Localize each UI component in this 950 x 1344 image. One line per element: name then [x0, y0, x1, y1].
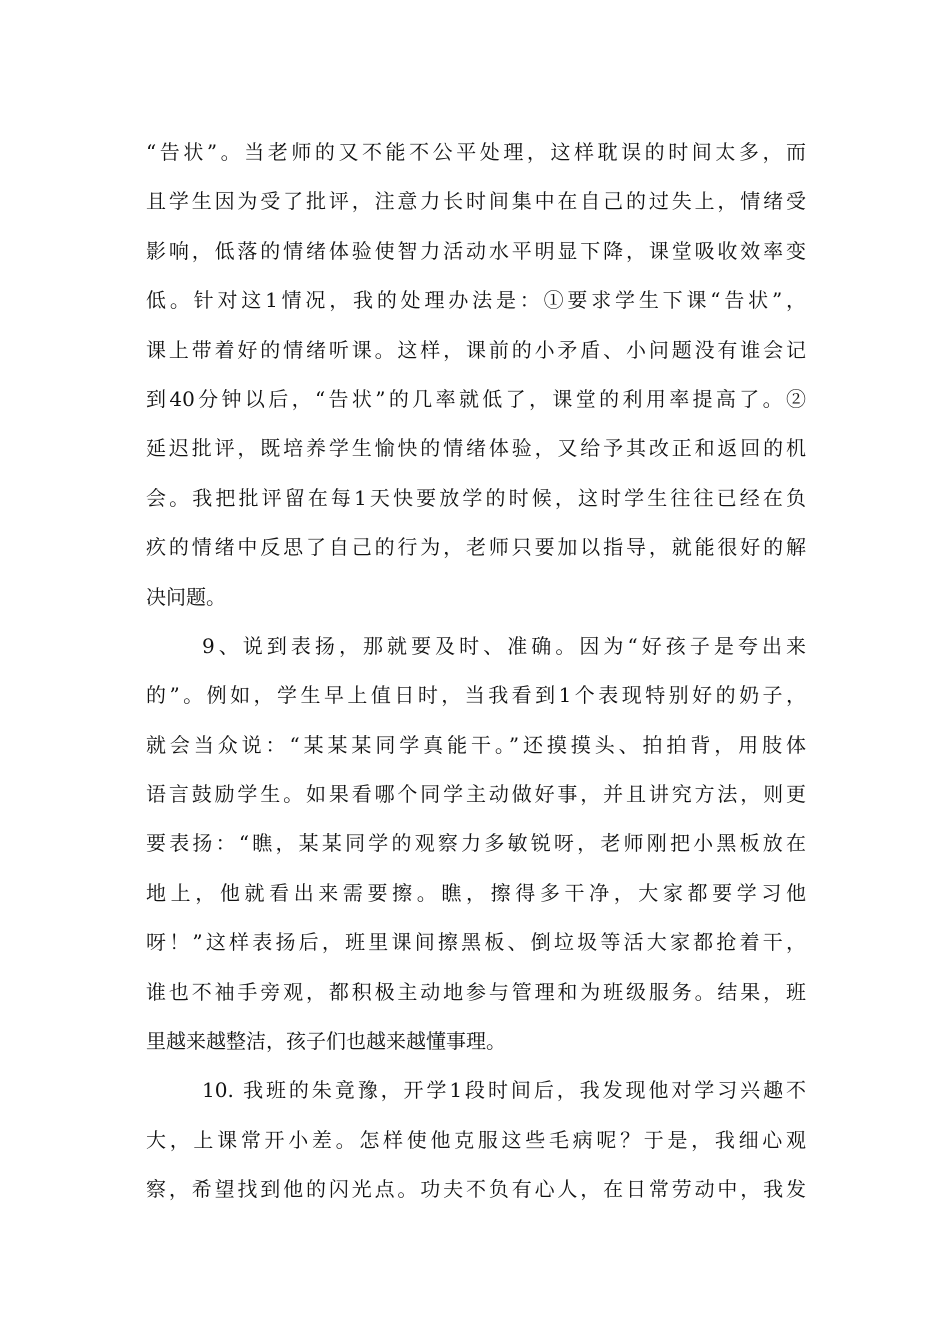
paragraph-1-line-7: 延迟批评，既培养学生愉快的情绪体验，又给予其改正和返回的机 — [146, 436, 806, 461]
paragraph-2-line-5: 要表扬：“瞧，某某同学的观察力多敏锐呀，老师刚把小黑板放在 — [146, 831, 806, 856]
paragraph-1-line-10: 决问题。 — [146, 584, 226, 609]
paragraph-1-line-1: “告状”。当老师的又不能不公平处理，这样耽误的时间太多，而 — [146, 140, 806, 164]
paragraph-2-line-6: 地上，他就看出来需要擦。瞧，擦得多干净，大家都要学习他 — [146, 880, 806, 905]
paragraph-2-line-8: 谁也不袖手旁观，都积极主动地参与管理和为班级服务。结果，班 — [146, 979, 806, 1004]
paragraph-3-line-3: 察，希望找到他的闪光点。功夫不负有心人，在日常劳动中，我发 — [146, 1177, 806, 1202]
paragraph-2-line-2: 的”。例如，学生早上值日时，当我看到1个表现特别好的奶子， — [146, 683, 806, 708]
paragraph-3-line-2: 大，上课常开小差。怎样使他克服这些毛病呢？于是，我细心观 — [146, 1127, 806, 1152]
paragraph-3-line-1: 10. 我班的朱竟豫，开学1段时间后，我发现他对学习兴趣不 — [202, 1078, 806, 1103]
paragraph-1-line-2: 且学生因为受了批评，注意力长时间集中在自己的过失上，情绪受 — [146, 189, 806, 214]
paragraph-2-line-4: 语言鼓励学生。如果看哪个同学主动做好事，并且讲究方法，则更 — [146, 782, 806, 807]
paragraph-2-line-9: 里越来越整洁，孩子们也越来越懂事理。 — [146, 1029, 506, 1054]
paragraph-1-line-9: 疚的情绪中反思了自己的行为，老师只要加以指导，就能很好的解 — [146, 535, 806, 560]
paragraph-1-line-3: 影响，低落的情绪体验使智力活动水平明显下降，课堂吸收效率变 — [146, 238, 806, 263]
document-body — [146, 128, 806, 1215]
paragraph-1-line-5: 课上带着好的情绪听课。这样，课前的小矛盾、小问题没有谁会记 — [146, 337, 806, 362]
paragraph-2-line-3: 就会当众说：“某某某同学真能干。”还摸摸头、拍拍背，用肢体 — [146, 732, 806, 757]
paragraph-1-line-8: 会。我把批评留在每1天快要放学的时候，这时学生往往已经在负 — [146, 485, 806, 510]
paragraph-2-line-7: 呀！”这样表扬后，班里课间擦黑板、倒垃圾等活大家都抢着干， — [146, 930, 806, 955]
paragraph-2-line-1: 9、说到表扬，那就要及时、准确。因为“好孩子是夸出来 — [202, 633, 806, 658]
paragraph-1-line-4: 低。针对这1情况，我的处理办法是：①要求学生下课“告状”， — [146, 288, 806, 313]
paragraph-1-line-6: 到40分钟以后，“告状”的几率就低了，课堂的利用率提高了。② — [146, 386, 806, 411]
